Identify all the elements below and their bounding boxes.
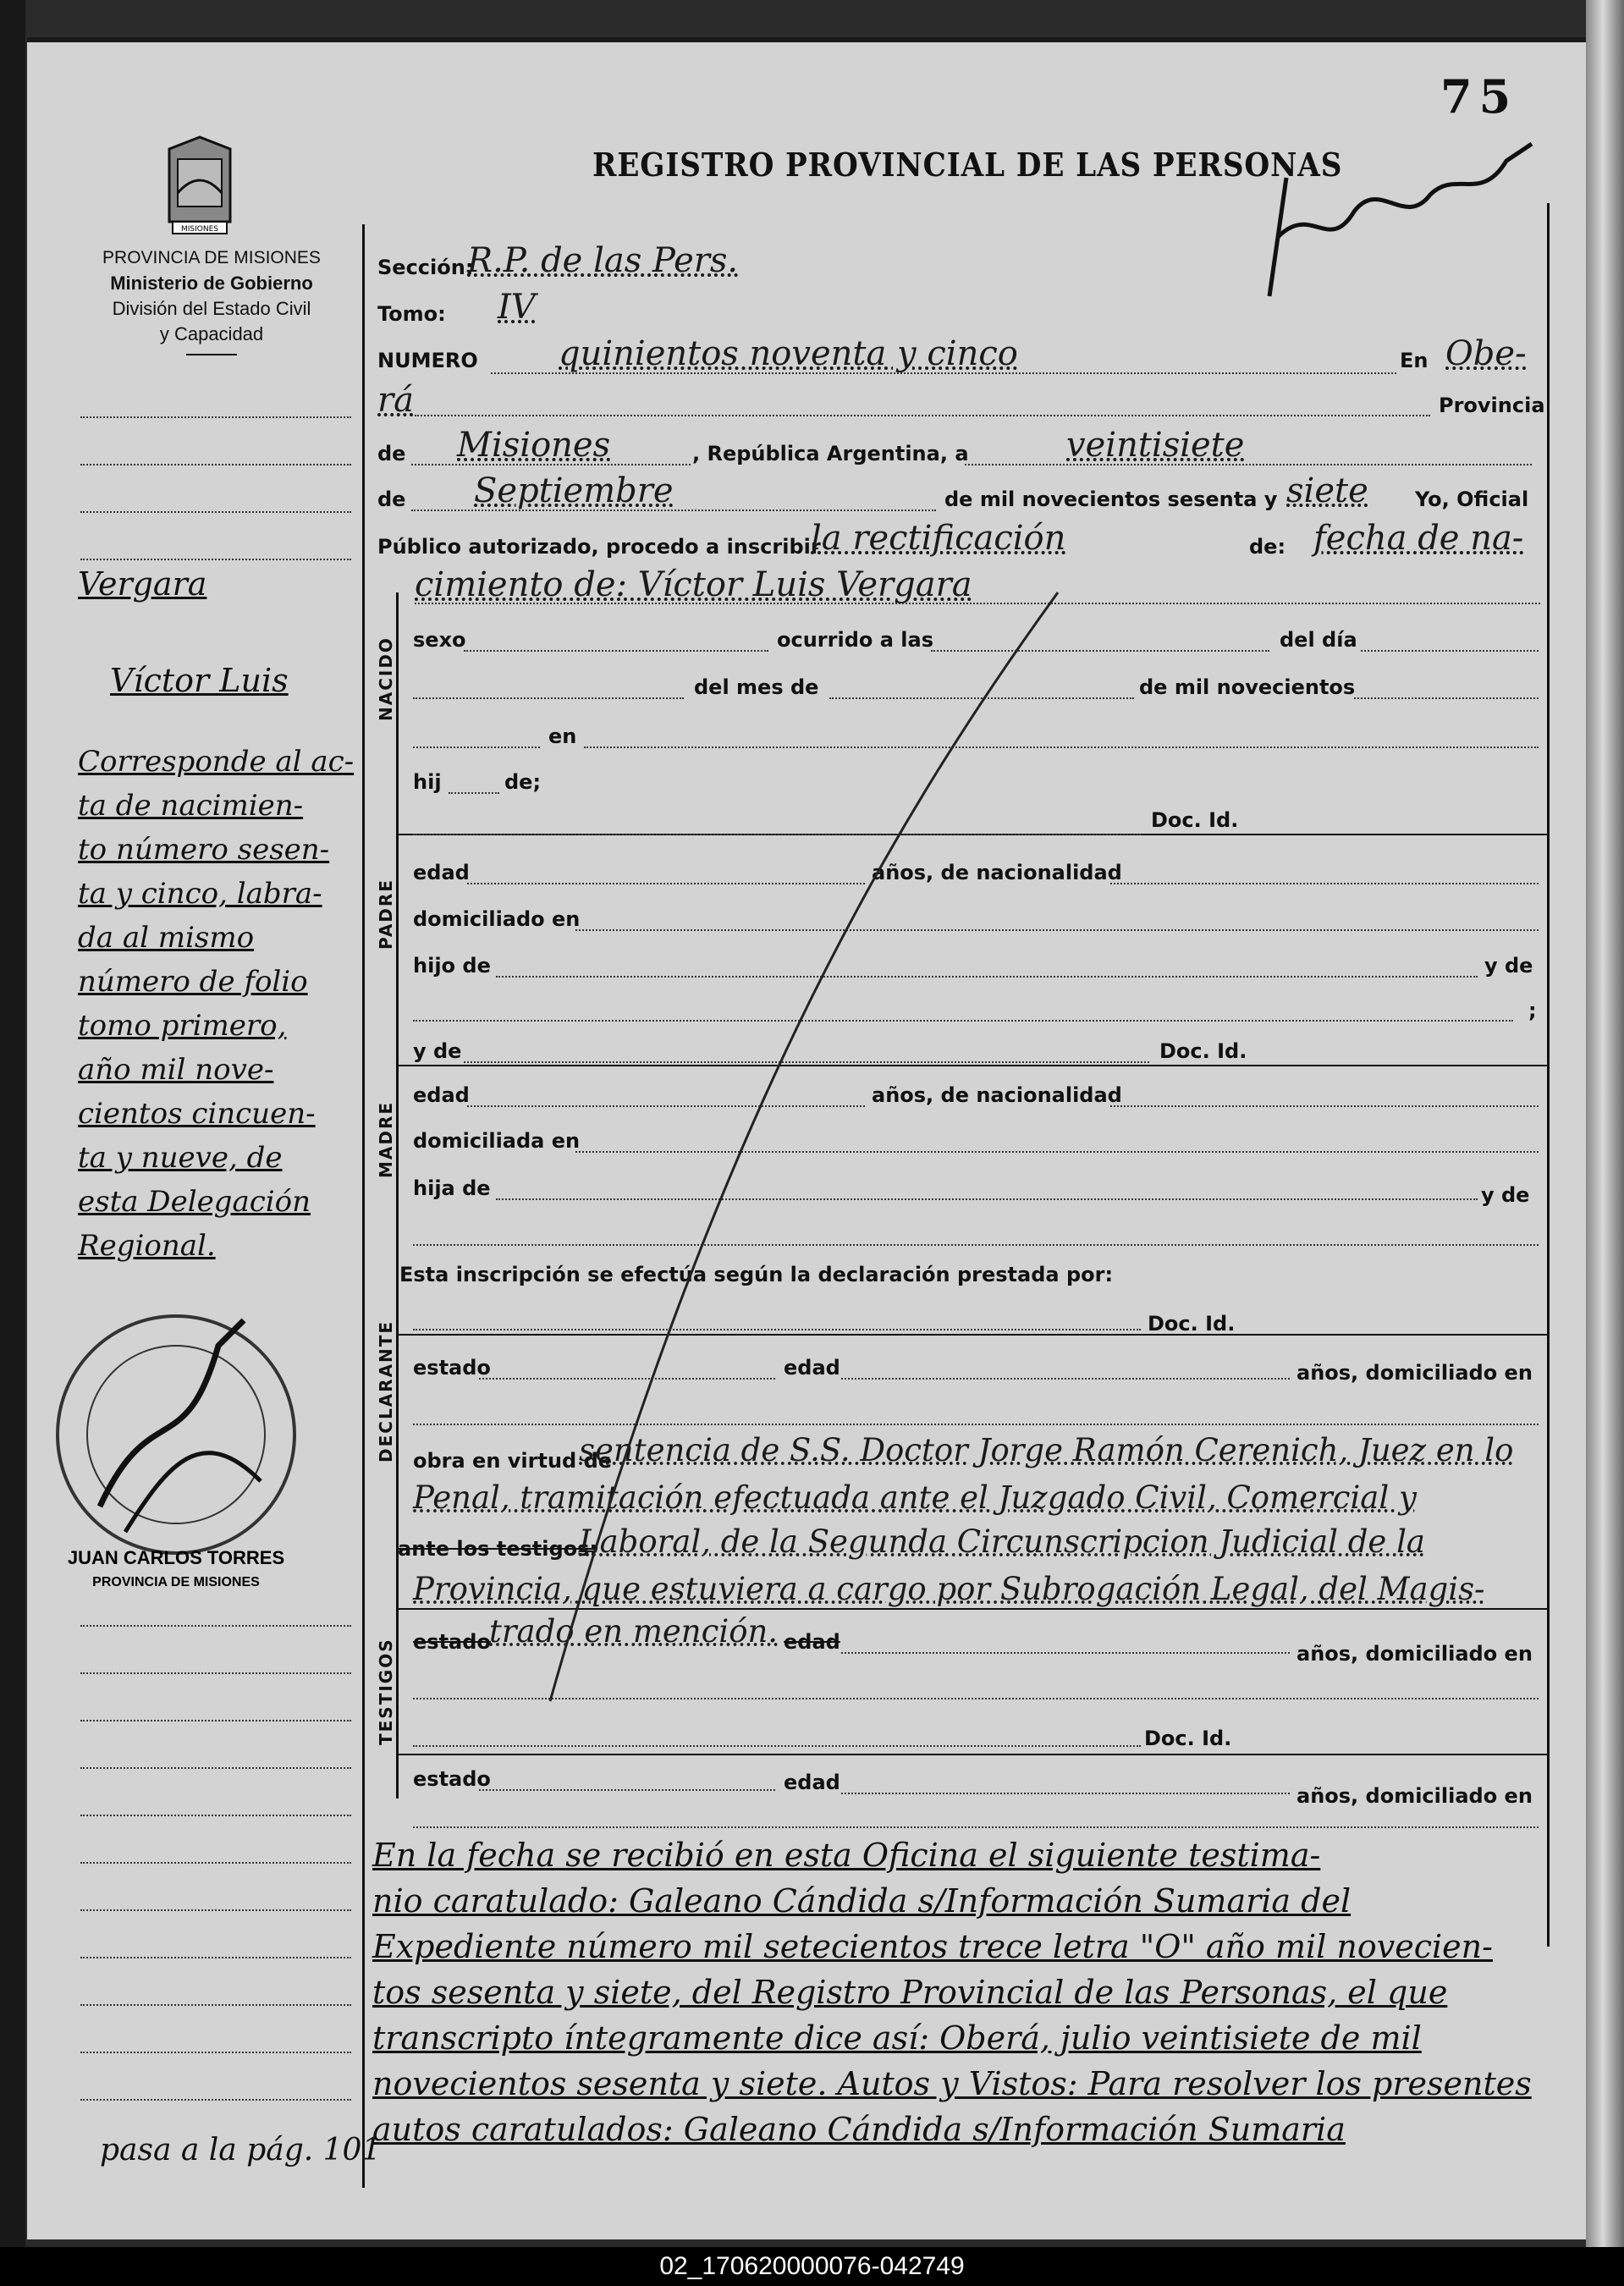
bottom-text-line: autos caratulados: Galeano Cándida s/Información Sumaria: [372, 2111, 1346, 2148]
testigo2-edad-line: [841, 1793, 1290, 1794]
margin-line: [80, 1625, 351, 1627]
institution-capacity: y Capacidad: [159, 323, 264, 344]
provincia-value: Misiones: [457, 426, 611, 465]
padre-edad-label: edad: [413, 861, 470, 884]
margin-note-line: cientos cincuen-: [78, 1097, 316, 1131]
margin-note-line: Regional.: [78, 1229, 216, 1263]
declarante-domicilio-label: años, domiciliado en: [1296, 1361, 1533, 1385]
ocurrido-label: ocurrido a las: [777, 628, 933, 652]
semicolon: ;: [1528, 999, 1537, 1022]
hijo-de-label: hijo de: [413, 954, 491, 978]
numero-value: quinientos noventa y cinco: [559, 334, 1018, 373]
padre-doc-id-label: Doc. Id.: [1151, 808, 1239, 832]
obra-line: sentencia de S.S. Doctor Jorge Ramón Cerenich, Juez en lo: [579, 1432, 1514, 1468]
margin-note-line: tomo primero,: [78, 1009, 287, 1043]
section-padre: PADRE: [376, 879, 396, 950]
dia-nacido-line: [1361, 650, 1539, 652]
declarante-edad-label: edad: [784, 1356, 840, 1380]
testigo-edad-label: edad: [784, 1630, 840, 1654]
obra-line: trado en mención.: [489, 1613, 779, 1650]
padre-domicilio-label: domiciliado en: [413, 907, 581, 931]
padre-nacionalidad-line: [1110, 883, 1539, 884]
testigo2-edad-label: edad: [784, 1771, 840, 1794]
margin-note-line: año mil nove-: [78, 1053, 274, 1087]
seccion-label: Sección:: [377, 256, 474, 279]
hij-label: hij: [413, 770, 442, 794]
mes-value: Septiembre: [474, 471, 674, 510]
margin-surname: Vergara: [78, 565, 207, 603]
dia-line: [965, 464, 1532, 465]
section-declarante: DECLARANTE: [376, 1319, 396, 1462]
publico-label: Público autorizado, procedo a inscribir: [377, 535, 821, 559]
de-colon-label: de:: [1249, 535, 1286, 559]
fecha-value-continued: cimiento de: Víctor Luis Vergara: [415, 565, 972, 604]
bottom-text-line: transcripto íntegramente dice así: Oberá, julio veintisiete de mil: [372, 2019, 1422, 2057]
margin-given-name: Víctor Luis: [110, 662, 289, 699]
de-hij-label: de;: [504, 770, 542, 794]
anio-value: siete: [1286, 471, 1368, 510]
obra-line: Laboral, de la Segunda Circunscripcion Judicial de la: [579, 1523, 1425, 1560]
section-madre: MADRE: [376, 1100, 396, 1178]
margin-line: [80, 2052, 351, 2053]
padre-y-de-label: y de: [1484, 954, 1533, 978]
ante-testigos-label: ante los testigos:: [398, 1537, 598, 1561]
testigo2-estado-line: [479, 1789, 775, 1791]
margin-note-line: ta de nacimien-: [78, 789, 304, 823]
madre-edad-label: edad: [413, 1083, 470, 1107]
madre-nacionalidad-label: años, de nacionalidad: [872, 1083, 1122, 1107]
lugar-line-1: [413, 746, 540, 748]
tomo-value: IV: [498, 288, 536, 327]
hij-line: [449, 792, 499, 794]
de-label: de: [377, 442, 406, 465]
margin-line: [80, 1672, 351, 1674]
testigo2-domicilio-label: años, domiciliado en: [1296, 1784, 1533, 1808]
provincial-crest-icon: [161, 134, 239, 239]
margin-line: [80, 2099, 351, 2101]
institution-ministry: Ministerio de Gobierno: [110, 273, 313, 294]
obra-line: Penal, tramitación efectuada ante el Juzgado Civil, Comercial y: [413, 1479, 1417, 1516]
diagonal-cancel-stroke: [542, 584, 1066, 1710]
margin-line: [80, 1720, 351, 1721]
institution-division: División del Estado Civil: [112, 298, 311, 319]
margin-line: [80, 1815, 351, 1816]
dia-value: veintisiete: [1066, 426, 1245, 465]
bottom-text-line: tos sesenta y siete, del Registro Provincial de las Personas, el que: [372, 1974, 1448, 2011]
inscribir-value: la rectificación: [811, 519, 1066, 558]
section-label-line: [396, 592, 399, 1799]
margin-line: [80, 511, 351, 513]
city-line: [415, 415, 1430, 416]
testigo2-name-line: [413, 1745, 1141, 1747]
testigo-estado-label: estado: [413, 1630, 491, 1654]
seccion-value: R.P. de las Pers.: [467, 241, 739, 280]
stamp-name: JUAN CARLOS TORRES: [67, 1547, 285, 1568]
testigo2-divider: [398, 1754, 1547, 1755]
madre-domicilio-label: domiciliada en: [413, 1129, 581, 1153]
oficial-label: Yo, Oficial: [1415, 487, 1529, 511]
margin-line: [80, 2004, 351, 2006]
de-label: de: [377, 487, 406, 511]
madre-nacionalidad-line: [1110, 1105, 1539, 1107]
institution-rule: [186, 354, 237, 355]
book-binding: [0, 0, 25, 2247]
anio-label: de mil novecientos sesenta y: [944, 487, 1278, 511]
numero-label: NUMERO: [377, 349, 478, 372]
bottom-text-line: nio caratulado: Galeano Cándida s/Información Sumaria del: [372, 1882, 1351, 1920]
margin-line: [80, 464, 351, 465]
bottom-text-line: Expediente número mil setecientos trece letra "O" año mil novecien-: [372, 1928, 1493, 1965]
margin-note-line: número de folio: [78, 965, 308, 999]
en-value-continued: rá: [377, 381, 414, 420]
bottom-text-line: En la fecha se recibió en esta Oficina el siguiente testima-: [372, 1837, 1321, 1874]
crest-text: MISIONES: [180, 225, 219, 234]
sexo-label: sexo: [413, 628, 466, 652]
madre-doc-id-label: Doc. Id.: [1159, 1039, 1247, 1063]
testigo-domicilio-label: años, domiciliado en: [1296, 1642, 1533, 1666]
tomo-label: Tomo:: [377, 302, 446, 326]
left-frame-line: [362, 224, 365, 2188]
institution-block: [68, 245, 355, 355]
padre-nacionalidad-label: años, de nacionalidad: [872, 861, 1122, 884]
fecha-value: fecha de na-: [1313, 519, 1524, 558]
section-testigos: TESTIGOS: [376, 1638, 396, 1745]
testigo-doc-id-label: Doc. Id.: [1144, 1727, 1232, 1750]
del-mes-label: del mes de: [694, 675, 819, 699]
obra-line: Provincia, que estuviera a cargo por Subrogación Legal, del Magis-: [413, 1571, 1485, 1607]
institution-province: PROVINCIA DE MISIONES: [102, 248, 321, 267]
page-edge: [1586, 0, 1624, 2247]
page-title: REGISTRO PROVINCIAL DE LAS PERSONAS: [592, 146, 1343, 184]
margin-line: [80, 416, 351, 418]
en-value: Obe-: [1445, 334, 1527, 373]
stamp-subtitle: PROVINCIA DE MISIONES: [92, 1575, 260, 1589]
madre-y-de-label: y de: [413, 1039, 462, 1063]
page-number: 75: [1440, 69, 1518, 124]
official-signature: [1261, 127, 1540, 305]
republica-label: , República Argentina, a: [692, 442, 969, 465]
margin-line: [80, 1767, 351, 1769]
anio-nacido-line: [1354, 697, 1539, 699]
margin-line: [80, 1862, 351, 1864]
margin-line: [80, 559, 351, 560]
mil-novecientos-label: de mil novecientos: [1139, 675, 1356, 699]
margin-note-line: da al mismo: [78, 921, 255, 955]
declaracion-text: Esta inscripción se efectúa según la declaración prestada por:: [399, 1263, 1114, 1286]
section-nacido: NACIDO: [376, 636, 396, 721]
testigo2-estado-label: estado: [413, 1767, 491, 1791]
margin-line: [80, 1957, 351, 1958]
official-stamp: [49, 1295, 311, 1591]
hija-de-label: hija de: [413, 1176, 491, 1200]
margin-note-line: ta y cinco, labra-: [78, 877, 322, 911]
scan-id-footer: 02_170620000076-042749: [0, 2247, 1624, 2286]
declarante-doc-id-label: Doc. Id.: [1148, 1312, 1236, 1336]
en-nacido-label: en: [548, 724, 577, 748]
margin-note-line: to número sesen-: [78, 833, 330, 867]
margin-note-line: ta y nueve, de: [78, 1141, 283, 1175]
bottom-text-line: novecientos sesenta y siete. Autos y Vistos: Para resolver los presentes: [372, 2065, 1532, 2102]
declarante-estado-label: estado: [413, 1356, 491, 1380]
en-label: En: [1400, 349, 1429, 372]
right-frame-line: [1547, 203, 1550, 1947]
obra-label: obra en virtud de: [413, 1449, 613, 1473]
margin-line: [80, 1909, 351, 1911]
margin-note-line: Corresponde al ac-: [78, 745, 355, 779]
del-dia-label: del día: [1280, 628, 1357, 652]
testigo2-domicilio-line: [413, 1826, 1539, 1828]
madre-y-de-2-label: y de: [1481, 1183, 1530, 1207]
margin-note-line: esta Delegación: [78, 1185, 311, 1219]
provincia-label: Provincia: [1439, 394, 1545, 417]
pasa-a-pagina-note: pasa a la pág. 101: [100, 2133, 382, 2168]
